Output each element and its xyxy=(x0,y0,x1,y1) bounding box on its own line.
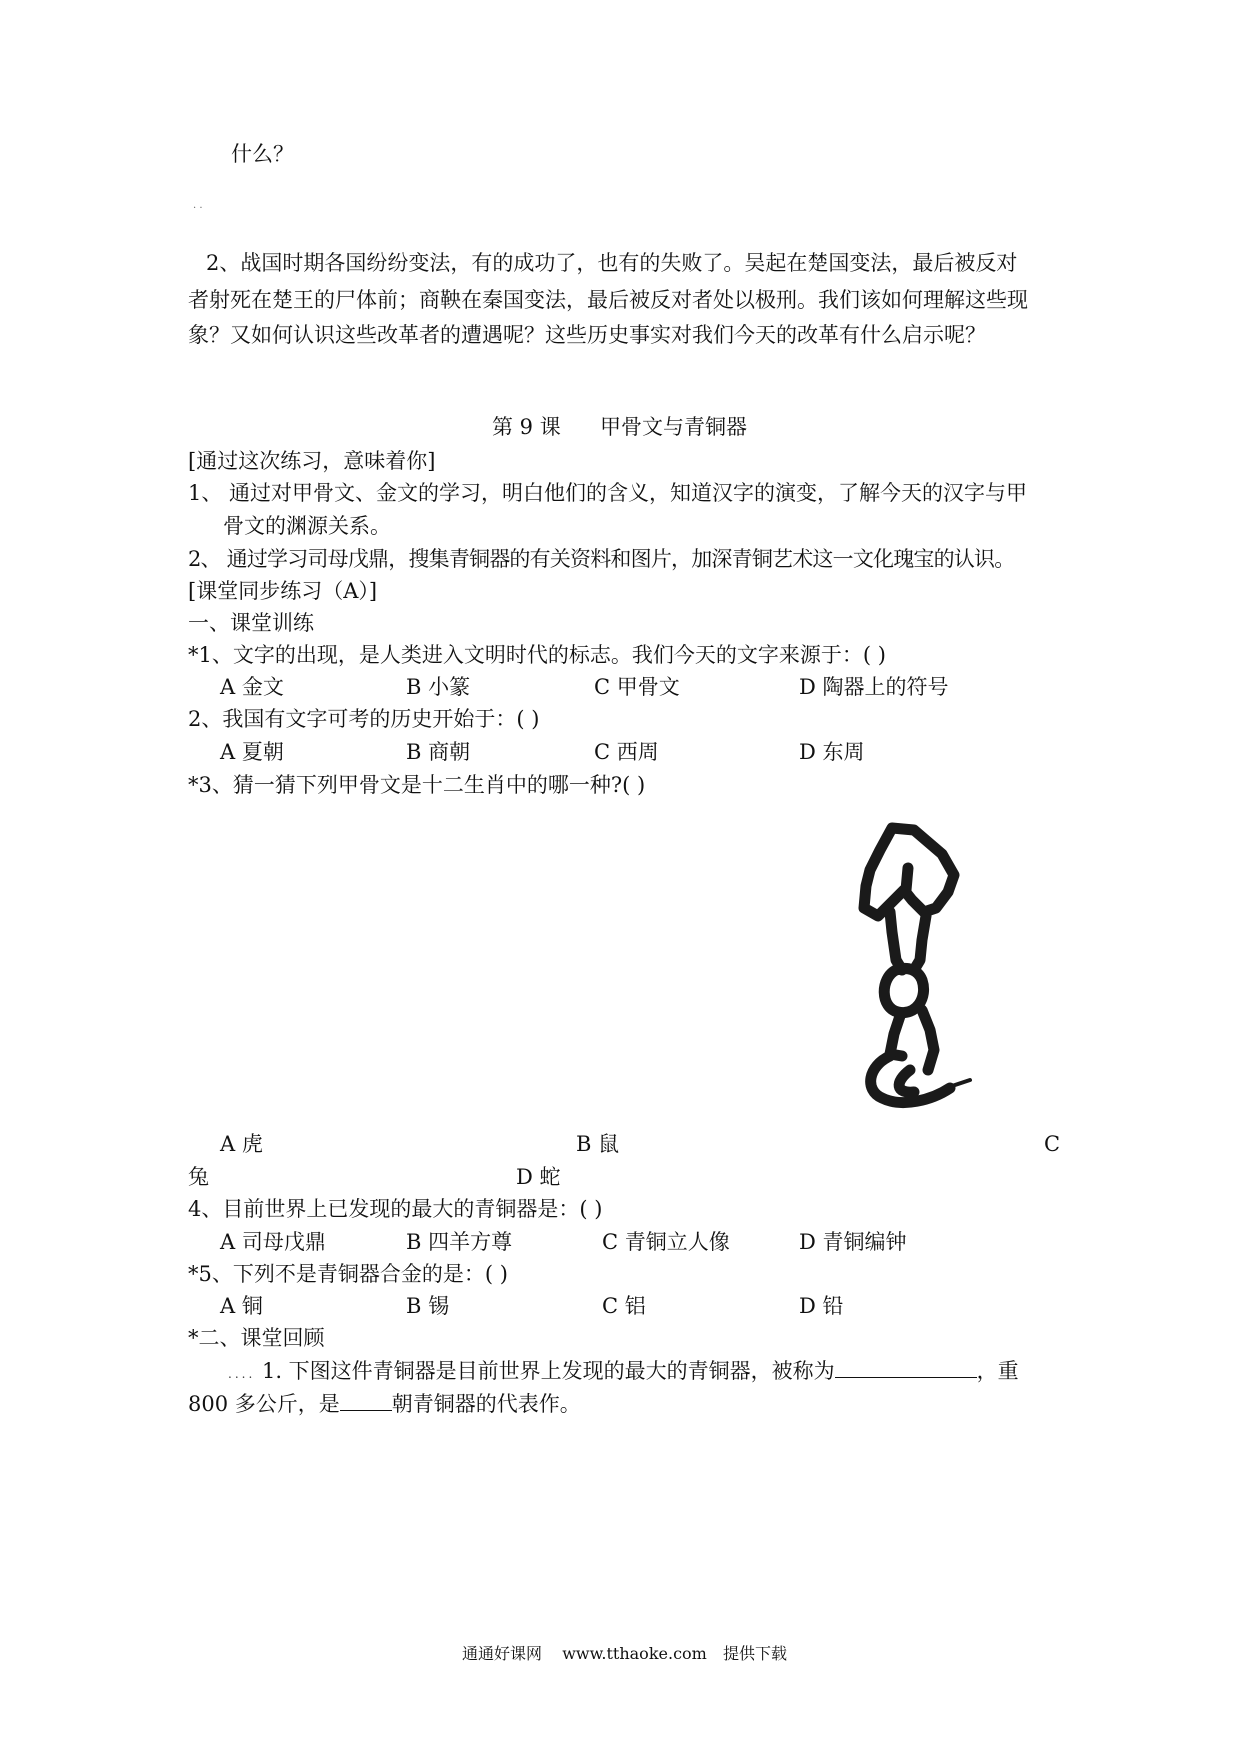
previous-question-continuation: 什么？ xyxy=(231,142,294,166)
goals-header: [通过这次练习，意味着你] xyxy=(188,449,436,473)
leading-dots: .... xyxy=(228,1367,256,1381)
question-2-stem: 2、我国有文字可考的历史开始于：( ) xyxy=(188,707,540,731)
question-2-option-d: D 东周 xyxy=(799,740,865,764)
review-question-1-text-2: ，重 xyxy=(976,1359,1019,1383)
question-1-option-d: D 陶器上的符号 xyxy=(799,675,949,699)
question-2-line-3: 象？又如何认识这些改革者的遭遇呢？这些历史事实对我们今天的改革有什么启示呢？ xyxy=(188,323,986,347)
goal-1-line-1: 1、 通过对甲骨文、金文的学习，明白他们的含义，知道汉字的演变，了解今天的汉字与甲 xyxy=(188,481,1028,505)
answer-blank-dynasty[interactable] xyxy=(340,1392,392,1411)
answer-blank-name[interactable] xyxy=(835,1359,977,1378)
question-2-option-a: A 夏朝 xyxy=(220,740,284,764)
footer-suffix: 提供下载 xyxy=(723,1644,788,1663)
section-1-heading: 一、课堂训练 xyxy=(188,611,314,635)
lesson-number: 第 9 课 xyxy=(492,415,561,439)
footer-site: 通通好课网 xyxy=(462,1644,543,1663)
question-1-option-a: A 金文 xyxy=(220,675,284,699)
review-question-1 xyxy=(228,1359,1019,1384)
practice-header: [课堂同步练习（A）] xyxy=(188,579,378,603)
question-4-stem: 4、目前世界上已发现的最大的青铜器是：( ) xyxy=(188,1197,603,1221)
question-4-option-b: B 四羊方尊 xyxy=(406,1230,513,1254)
review-question-1-text-4: 朝青铜器的代表作。 xyxy=(391,1392,581,1416)
question-2-option-c: C 西周 xyxy=(594,740,659,764)
question-3-stem: *3、猜一猜下列甲骨文是十二生肖中的哪一种?( ) xyxy=(188,773,646,797)
question-5-option-d: D 铅 xyxy=(799,1294,844,1318)
question-3-option-d: D 蛇 xyxy=(516,1165,561,1189)
question-1-option-b: B 小篆 xyxy=(406,675,471,699)
question-3-option-b: B 鼠 xyxy=(576,1132,620,1156)
question-4-option-c: C 青铜立人像 xyxy=(602,1230,730,1254)
section-2-heading: *二、课堂回顾 xyxy=(188,1326,325,1350)
lesson-title: 甲骨文与青铜器 xyxy=(600,415,747,439)
goal-1-line-2: 骨文的渊源关系。 xyxy=(223,514,391,538)
question-3-option-c-text: 兔 xyxy=(188,1165,209,1189)
footer xyxy=(462,1644,787,1663)
question-1-stem: *1、文字的出现，是人类进入文明时代的标志。我们今天的文字来源于：( ) xyxy=(188,643,886,667)
question-5-option-a: A 铜 xyxy=(220,1294,263,1318)
question-1-option-c: C 甲骨文 xyxy=(594,675,680,699)
oracle-bone-character-image xyxy=(850,820,980,1130)
question-4-option-d: D 青铜编钟 xyxy=(799,1230,907,1254)
review-question-1-text-3: 800 多公斤，是 xyxy=(188,1392,340,1416)
footer-url[interactable]: www.tthaoke.com xyxy=(562,1644,707,1663)
question-5-option-c: C 铝 xyxy=(602,1294,646,1318)
question-3-option-a: A 虎 xyxy=(220,1132,263,1156)
question-2-option-b: B 商朝 xyxy=(406,740,471,764)
question-2-line-2: 者射死在楚王的尸体前；商鞅在秦国变法，最后被反对者处以极刑。我们该如何理解这些现 xyxy=(188,288,1028,312)
review-question-1-line-2 xyxy=(188,1392,581,1417)
question-2-line-1: 2、战国时期各国纷纷变法，有的成功了，也有的失败了。吴起在楚国变法，最后被反对 xyxy=(206,251,1018,275)
scan-speck: . . xyxy=(193,200,203,211)
question-5-stem: *5、下列不是青铜器合金的是：( ) xyxy=(188,1262,508,1286)
goal-2: 2、 通过学习司母戊鼎，搜集青铜器的有关资料和图片，加深青铜艺术这一文化瑰宝的认识。 xyxy=(188,547,1015,571)
question-4-option-a: A 司母戊鼎 xyxy=(220,1230,326,1254)
review-question-1-text: 1. 下图这件青铜器是目前世界上发现的最大的青铜器，被称为 xyxy=(261,1359,835,1383)
question-3-option-c-letter: C xyxy=(1044,1132,1061,1156)
question-5-option-b: B 锡 xyxy=(406,1294,450,1318)
